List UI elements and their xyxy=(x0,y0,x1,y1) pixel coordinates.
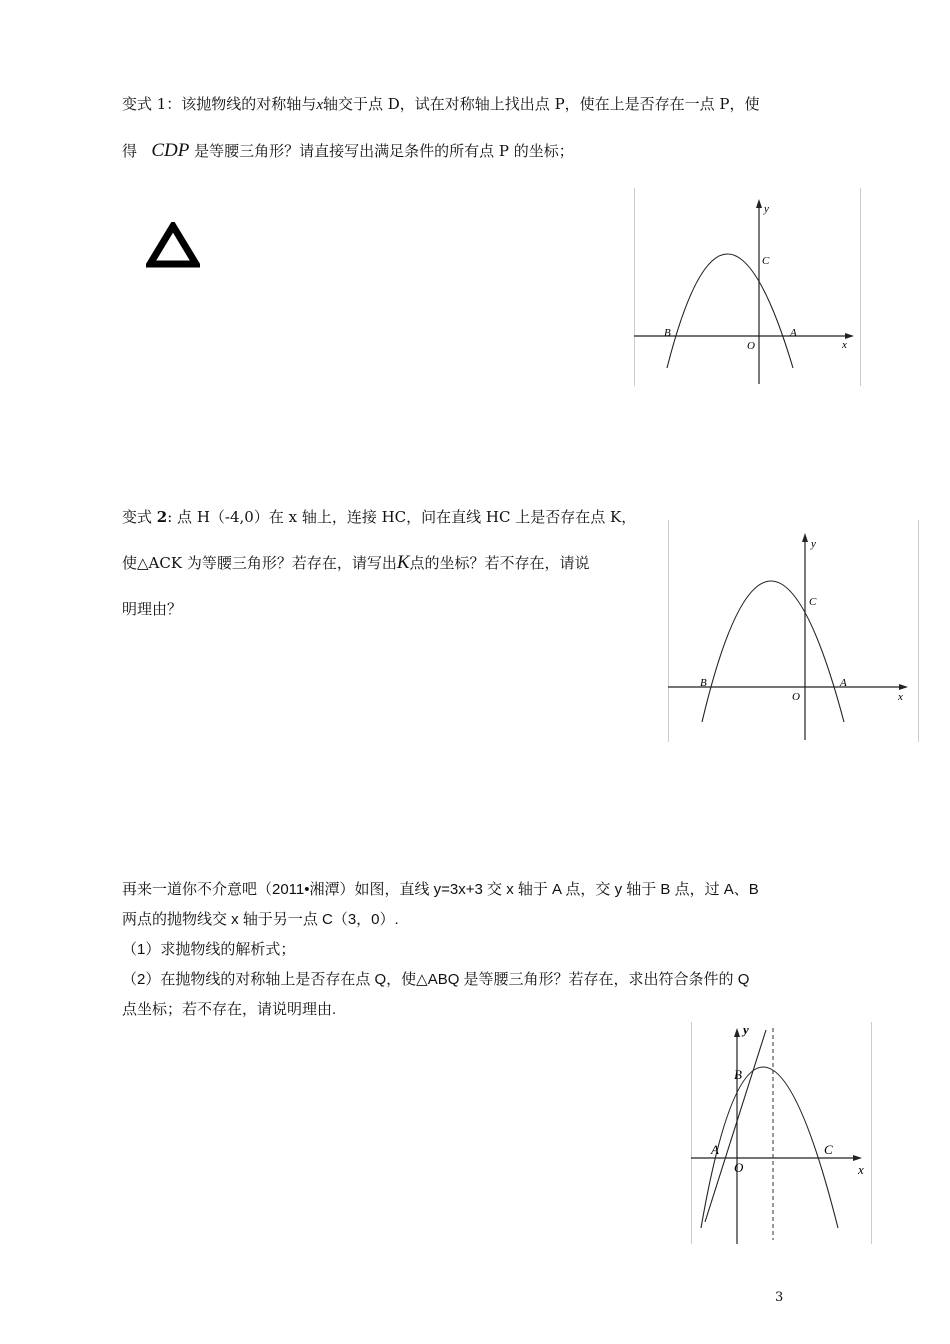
variant1-line2: 得 CDP 是等腰三角形？请直接写出满足条件的所有点 P 的坐标； xyxy=(122,140,574,161)
variant2-line2: 使△ACK 为等腰三角形？若存在，请写出K点的坐标？若不存在，请说 xyxy=(122,552,590,573)
figure1-parabola xyxy=(634,188,862,386)
o-label: O xyxy=(792,691,800,703)
problem-line4: （2）在抛物线的对称轴上是否存在点 Q，使△ABQ 是等腰三角形？若存在，求出符合条件的 Q xyxy=(122,971,750,988)
problem-line5: 点坐标；若不存在，请说明理由. xyxy=(122,1001,337,1018)
problem-line1: 再来一道你不介意吧（2011•湘潭）如图，直线 y=3x+3 交 x 轴于 A 点，交 y 轴于 B 点，过 A、B xyxy=(122,881,759,898)
parabola-curve xyxy=(702,581,844,722)
x-label: x xyxy=(858,1162,864,1177)
a-label: A xyxy=(711,1142,719,1157)
figure3-parabola-line xyxy=(691,1022,873,1244)
variant2-line1: 变式 2: 点 H（-4,0）在 x 轴上，连接 HC，问在直线 HC 上是否存在点 K， xyxy=(122,508,637,526)
b-label: B xyxy=(734,1067,742,1082)
o-label: O xyxy=(734,1160,744,1175)
y-label: y xyxy=(764,203,769,215)
x-label: x xyxy=(898,691,903,703)
y-label: y xyxy=(743,1022,749,1037)
cdp-symbol: CDP xyxy=(151,140,190,161)
a-label: A xyxy=(840,677,847,689)
y-label: y xyxy=(811,538,816,550)
line-ab xyxy=(705,1030,766,1222)
triangle-icon xyxy=(146,222,200,272)
k-symbol: K xyxy=(396,552,410,573)
c-label: C xyxy=(824,1142,833,1157)
c-label: C xyxy=(809,596,817,608)
c-label: C xyxy=(762,255,770,267)
b-label: B xyxy=(664,327,671,339)
x-label: x xyxy=(842,339,847,351)
parabola-curve xyxy=(701,1067,838,1228)
variant2-line3: 明理由？ xyxy=(122,600,183,618)
o-label: O xyxy=(747,340,755,352)
b-label: B xyxy=(700,677,707,689)
var-x: x xyxy=(316,97,323,113)
problem-line3: （1）求抛物线的解析式； xyxy=(122,941,296,958)
figure2-parabola xyxy=(668,520,920,742)
parabola-curve xyxy=(667,254,793,368)
a-label: A xyxy=(790,327,797,339)
variant1-line1: 变式 1：该抛物线的对称轴与x轴交于点 D，试在对称轴上找出点 P，使在上是否存在一点 P，使 xyxy=(122,95,760,113)
problem-line2: 两点的抛物线交 x 轴于另一点 C（3，0）. xyxy=(122,911,399,928)
page-number: 3 xyxy=(775,1290,784,1305)
